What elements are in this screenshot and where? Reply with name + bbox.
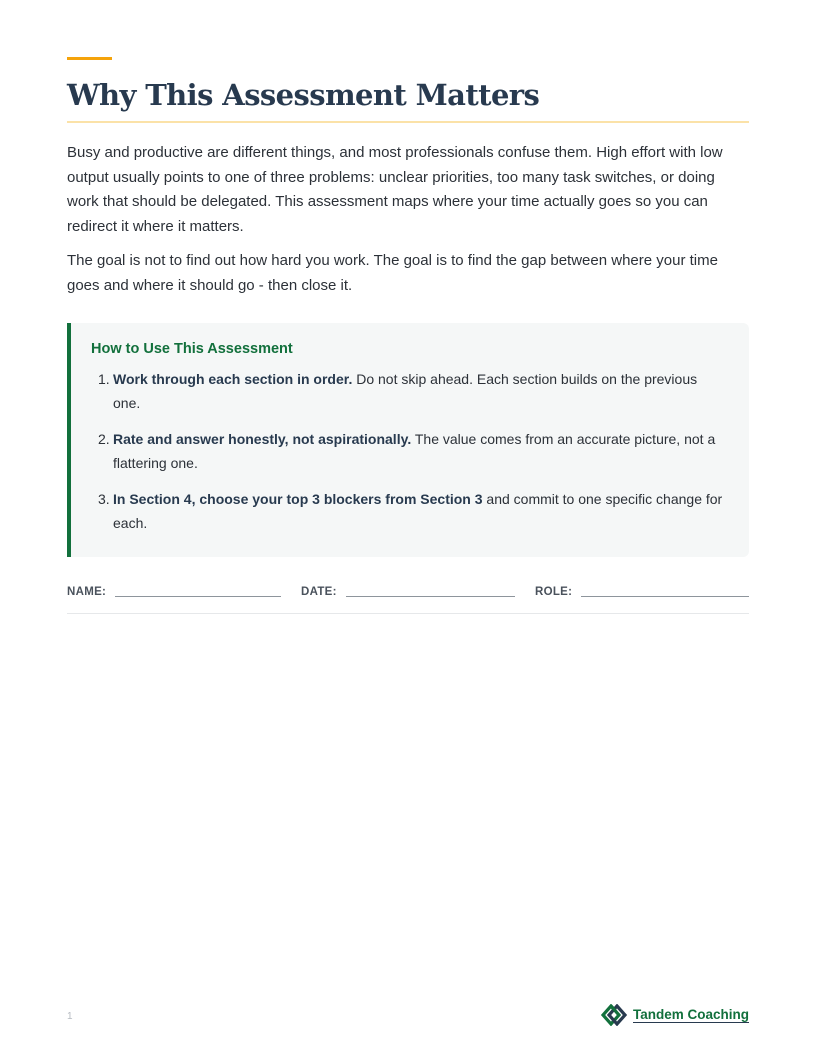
date-field-line[interactable] <box>346 596 515 597</box>
name-field-line[interactable] <box>115 596 281 597</box>
step-number: 1. <box>98 371 110 387</box>
diamond-logo-icon <box>601 1004 628 1026</box>
step-bold-text: Rate and answer honestly, not aspirationally. <box>113 431 412 447</box>
step-number: 2. <box>98 431 110 447</box>
date-field[interactable] <box>301 585 515 599</box>
page-content <box>67 57 749 614</box>
name-field-label: NAME: <box>67 586 107 598</box>
step-bold-text: In Section 4, choose your top 3 blockers from Section 3 <box>113 491 483 507</box>
steps-list <box>91 368 727 535</box>
step-bold-text: Work through each section in order. <box>113 371 353 387</box>
brand-name: Tandem Coaching <box>632 1007 749 1022</box>
role-field-line[interactable] <box>581 596 749 597</box>
step-number: 3. <box>98 491 110 507</box>
step-text: The value comes from an accurate picture, not a flattering one. <box>113 431 716 471</box>
role-field-label: ROLE: <box>535 586 573 598</box>
step-item <box>91 488 727 535</box>
callout-title: How to Use This Assessment <box>91 341 293 357</box>
brand-logo <box>601 1004 749 1026</box>
step-text: and commit to one specific change for each. <box>113 491 723 531</box>
page-title: Why This Assessment Matters <box>67 78 540 112</box>
title-accent-bar <box>67 57 112 60</box>
info-fields-row <box>67 585 749 614</box>
step-item <box>91 368 727 415</box>
intro-paragraph-1: Busy and productive are different things, and most professionals confuse them. High effort with low output usually points to one of three problems: unclear priorities, too many task switches, or doing work that should be delegated. This assessment maps where your time actually goes so you can redirect it where it matters. <box>67 144 723 235</box>
how-to-callout <box>67 323 749 557</box>
page-number: 1 <box>67 1011 73 1022</box>
date-field-label: DATE: <box>301 586 337 598</box>
title-divider <box>67 121 749 123</box>
step-item <box>91 428 727 475</box>
step-text: Do not skip ahead. Each section builds on the previous one. <box>113 371 698 411</box>
name-field[interactable] <box>67 585 281 599</box>
role-field[interactable] <box>535 585 749 599</box>
intro-paragraph-2: The goal is not to find out how hard you work. The goal is to find the gap between where your time goes and where it should go - then close it. <box>67 252 718 294</box>
